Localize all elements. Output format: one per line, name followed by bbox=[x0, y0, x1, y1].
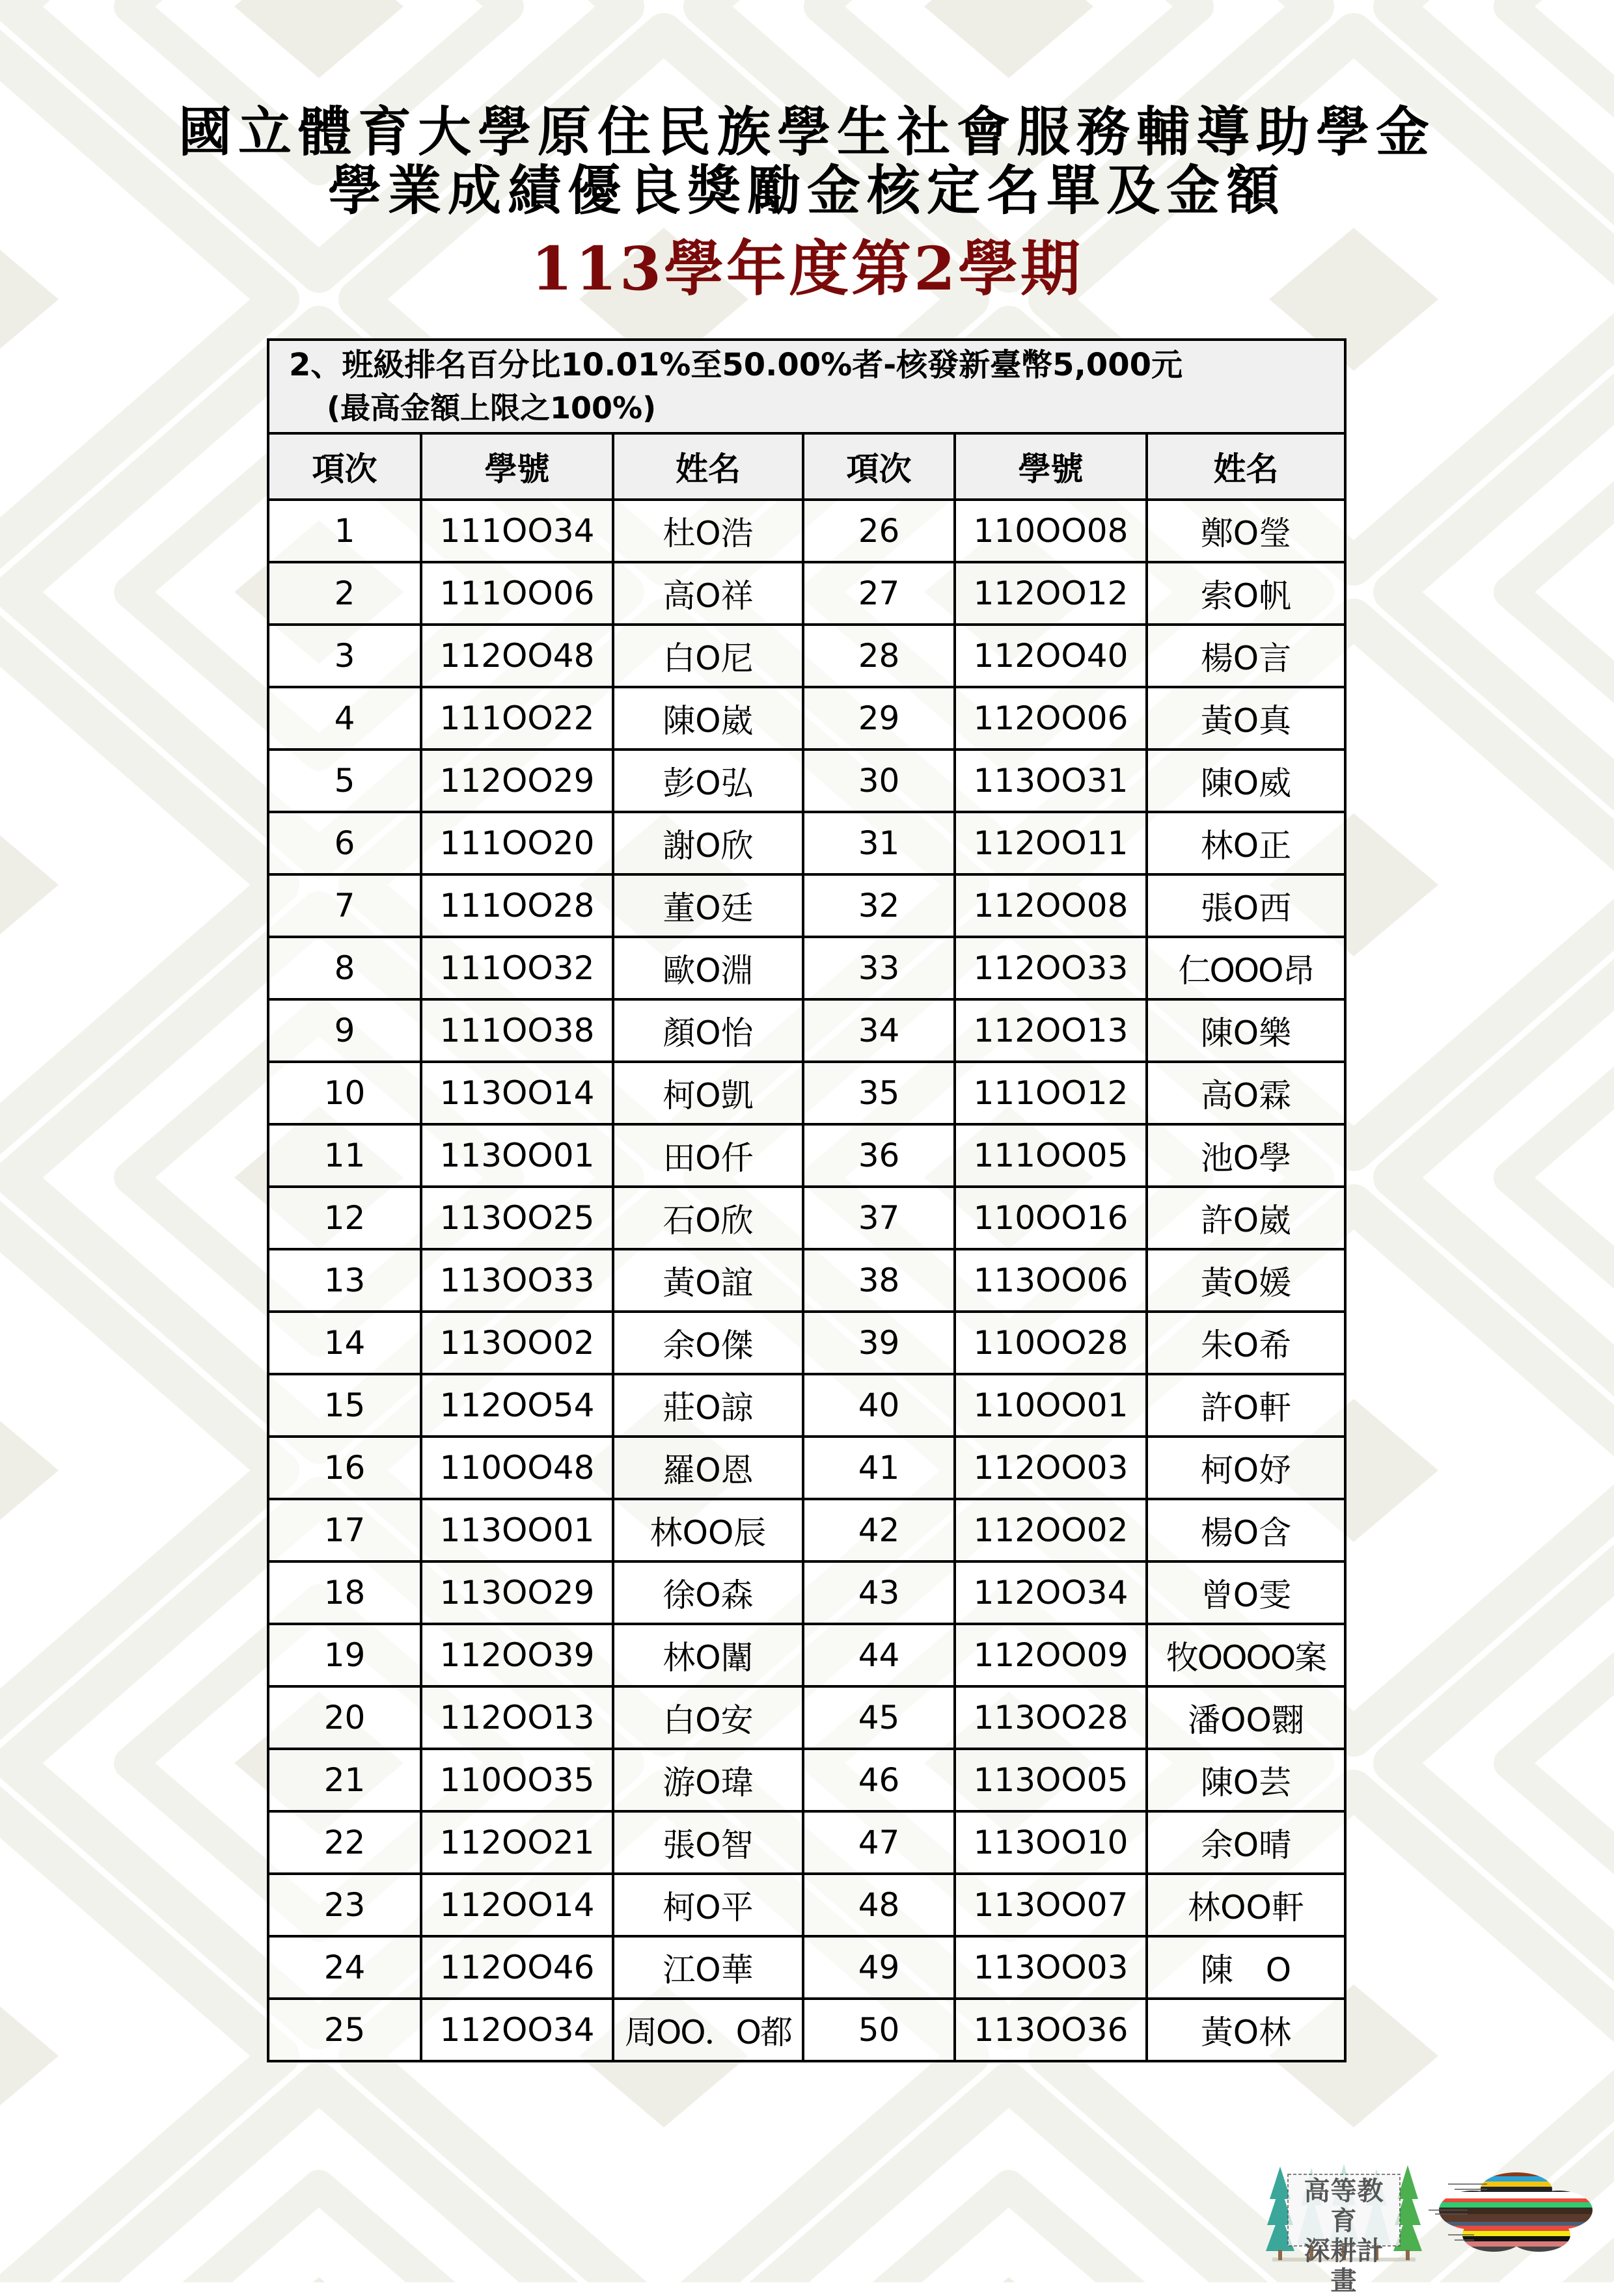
student-id-cell: 113OO02 bbox=[421, 1312, 613, 1374]
student-name-cell: 彭O弘 bbox=[613, 750, 803, 812]
item-number-cell: 41 bbox=[803, 1437, 955, 1499]
table-row bbox=[268, 500, 1345, 562]
student-name-cell: 鄭O瑩 bbox=[1147, 500, 1345, 562]
table-row bbox=[268, 750, 1345, 812]
student-id-cell: 111OO38 bbox=[421, 999, 613, 1062]
item-number-cell: 36 bbox=[803, 1124, 955, 1187]
item-number-cell: 34 bbox=[803, 999, 955, 1062]
item-number-cell: 20 bbox=[268, 1686, 421, 1749]
table-caption bbox=[268, 340, 1345, 433]
item-number-cell: 11 bbox=[268, 1124, 421, 1187]
student-id-cell: 113OO31 bbox=[955, 750, 1147, 812]
student-id-cell: 113OO03 bbox=[955, 1936, 1147, 1999]
item-number-cell: 5 bbox=[268, 750, 421, 812]
column-header-student-id: 學號 bbox=[421, 433, 613, 500]
student-id-cell: 111OO20 bbox=[421, 812, 613, 874]
item-number-cell: 9 bbox=[268, 999, 421, 1062]
student-name-cell: 陳O崴 bbox=[613, 687, 803, 750]
item-number-cell: 28 bbox=[803, 625, 955, 687]
item-number-cell: 12 bbox=[268, 1187, 421, 1249]
student-id-cell: 113OO14 bbox=[421, 1062, 613, 1124]
table-row bbox=[268, 1499, 1345, 1561]
item-number-cell: 18 bbox=[268, 1561, 421, 1624]
indigenous-pattern-logo bbox=[1429, 2170, 1604, 2254]
item-number-cell: 42 bbox=[803, 1499, 955, 1561]
table-row bbox=[268, 1437, 1345, 1499]
table-row bbox=[268, 1124, 1345, 1187]
student-id-cell: 113OO01 bbox=[421, 1124, 613, 1187]
table-row bbox=[268, 1062, 1345, 1124]
student-name-cell: 羅O恩 bbox=[613, 1437, 803, 1499]
student-id-cell: 113OO33 bbox=[421, 1249, 613, 1312]
item-number-cell: 14 bbox=[268, 1312, 421, 1374]
item-number-cell: 40 bbox=[803, 1374, 955, 1437]
item-number-cell: 31 bbox=[803, 812, 955, 874]
item-number-cell: 16 bbox=[268, 1437, 421, 1499]
student-name-cell: 莊O諒 bbox=[613, 1374, 803, 1437]
item-number-cell: 44 bbox=[803, 1624, 955, 1686]
student-name-cell: 黃O林 bbox=[1147, 1999, 1345, 2061]
student-id-cell: 112OO33 bbox=[955, 937, 1147, 999]
column-header-name: 姓名 bbox=[613, 433, 803, 500]
item-number-cell: 47 bbox=[803, 1811, 955, 1874]
student-name-cell: 江O華 bbox=[613, 1936, 803, 1999]
item-number-cell: 45 bbox=[803, 1686, 955, 1749]
student-id-cell: 113OO05 bbox=[955, 1749, 1147, 1811]
table-row bbox=[268, 1999, 1345, 2061]
student-id-cell: 113OO28 bbox=[955, 1686, 1147, 1749]
student-name-cell: 石O欣 bbox=[613, 1187, 803, 1249]
student-id-cell: 113OO10 bbox=[955, 1811, 1147, 1874]
student-id-cell: 112OO09 bbox=[955, 1624, 1147, 1686]
student-name-cell: 牧OOOO案 bbox=[1147, 1624, 1345, 1686]
student-id-cell: 110OO08 bbox=[955, 500, 1147, 562]
student-name-cell: 黃O真 bbox=[1147, 687, 1345, 750]
document-title-line2: 學業成績優良獎勵金核定名單及金額 bbox=[327, 159, 1286, 222]
student-id-cell: 113OO01 bbox=[421, 1499, 613, 1561]
student-id-cell: 112OO11 bbox=[955, 812, 1147, 874]
item-number-cell: 4 bbox=[268, 687, 421, 750]
student-name-cell: 周OO．O都 bbox=[613, 1999, 803, 2061]
table-caption-row bbox=[268, 340, 1345, 433]
table-row bbox=[268, 874, 1345, 937]
student-name-cell: 陳O威 bbox=[1147, 750, 1345, 812]
item-number-cell: 27 bbox=[803, 562, 955, 625]
table-row bbox=[268, 1187, 1345, 1249]
table-row bbox=[268, 687, 1345, 750]
item-number-cell: 49 bbox=[803, 1936, 955, 1999]
student-name-cell: 楊O含 bbox=[1147, 1499, 1345, 1561]
student-name-cell: 朱O希 bbox=[1147, 1312, 1345, 1374]
student-name-cell: 杜O浩 bbox=[613, 500, 803, 562]
student-id-cell: 112OO21 bbox=[421, 1811, 613, 1874]
table-row bbox=[268, 1561, 1345, 1624]
student-id-cell: 112OO46 bbox=[421, 1936, 613, 1999]
student-name-cell: 索O帆 bbox=[1147, 562, 1345, 625]
student-name-cell: 田O仟 bbox=[613, 1124, 803, 1187]
item-number-cell: 38 bbox=[803, 1249, 955, 1312]
table-row bbox=[268, 1374, 1345, 1437]
table-row bbox=[268, 1874, 1345, 1936]
student-id-cell: 112OO34 bbox=[421, 1999, 613, 2061]
table-row bbox=[268, 1249, 1345, 1312]
sprout-logo-line2: 深耕計畫 bbox=[1304, 2236, 1384, 2296]
item-number-cell: 32 bbox=[803, 874, 955, 937]
student-name-cell: 高O霖 bbox=[1147, 1062, 1345, 1124]
student-id-cell: 112OO06 bbox=[955, 687, 1147, 750]
student-name-cell: 陳O芸 bbox=[1147, 1749, 1345, 1811]
award-criteria-text: 2、班級排名百分比10.01%至50.00%者-核發新臺幣5,000元 bbox=[289, 347, 1183, 383]
student-id-cell: 112OO39 bbox=[421, 1624, 613, 1686]
student-name-cell: 張O西 bbox=[1147, 874, 1345, 937]
student-name-cell: 余O晴 bbox=[1147, 1811, 1345, 1874]
student-name-cell: 許O軒 bbox=[1147, 1374, 1345, 1437]
item-number-cell: 46 bbox=[803, 1749, 955, 1811]
item-number-cell: 29 bbox=[803, 687, 955, 750]
student-id-cell: 111OO05 bbox=[955, 1124, 1147, 1187]
column-header-name-2: 姓名 bbox=[1147, 433, 1345, 500]
student-id-cell: 112OO13 bbox=[421, 1686, 613, 1749]
item-number-cell: 35 bbox=[803, 1062, 955, 1124]
student-id-cell: 111OO34 bbox=[421, 500, 613, 562]
student-name-cell: 楊O言 bbox=[1147, 625, 1345, 687]
award-table-container bbox=[267, 338, 1344, 2062]
student-name-cell: 陳 O bbox=[1147, 1936, 1345, 1999]
student-name-cell: 董O廷 bbox=[613, 874, 803, 937]
student-id-cell: 113OO29 bbox=[421, 1561, 613, 1624]
item-number-cell: 8 bbox=[268, 937, 421, 999]
column-header-item-no-2: 項次 bbox=[803, 433, 955, 500]
award-cap-note: (最高金額上限之100%) bbox=[327, 390, 657, 425]
student-id-cell: 111OO28 bbox=[421, 874, 613, 937]
student-id-cell: 110OO16 bbox=[955, 1187, 1147, 1249]
student-name-cell: 顏O怡 bbox=[613, 999, 803, 1062]
student-id-cell: 112OO02 bbox=[955, 1499, 1147, 1561]
item-number-cell: 33 bbox=[803, 937, 955, 999]
item-number-cell: 37 bbox=[803, 1187, 955, 1249]
student-name-cell: 池O學 bbox=[1147, 1124, 1345, 1187]
student-name-cell: 白O安 bbox=[613, 1686, 803, 1749]
student-id-cell: 113OO36 bbox=[955, 1999, 1147, 2061]
student-id-cell: 111OO32 bbox=[421, 937, 613, 999]
table-row bbox=[268, 1811, 1345, 1874]
student-id-cell: 112OO13 bbox=[955, 999, 1147, 1062]
woven-pattern-cloud-icon bbox=[1429, 2170, 1604, 2254]
item-number-cell: 6 bbox=[268, 812, 421, 874]
item-number-cell: 21 bbox=[268, 1749, 421, 1811]
column-header-item-no: 項次 bbox=[268, 433, 421, 500]
student-name-cell: 徐O森 bbox=[613, 1561, 803, 1624]
item-number-cell: 50 bbox=[803, 1999, 955, 2061]
student-name-cell: 柯O凱 bbox=[613, 1062, 803, 1124]
item-number-cell: 23 bbox=[268, 1874, 421, 1936]
student-id-cell: 111OO12 bbox=[955, 1062, 1147, 1124]
student-name-cell: 黃O媛 bbox=[1147, 1249, 1345, 1312]
student-name-cell: 謝O欣 bbox=[613, 812, 803, 874]
item-number-cell: 48 bbox=[803, 1874, 955, 1936]
student-id-cell: 112OO34 bbox=[955, 1561, 1147, 1624]
student-id-cell: 111OO06 bbox=[421, 562, 613, 625]
table-row bbox=[268, 1749, 1345, 1811]
item-number-cell: 26 bbox=[803, 500, 955, 562]
student-id-cell: 112OO54 bbox=[421, 1374, 613, 1437]
item-number-cell: 25 bbox=[268, 1999, 421, 2061]
item-number-cell: 1 bbox=[268, 500, 421, 562]
student-name-cell: 高O祥 bbox=[613, 562, 803, 625]
table-row bbox=[268, 625, 1345, 687]
student-name-cell: 黃O誼 bbox=[613, 1249, 803, 1312]
table-row bbox=[268, 562, 1345, 625]
student-id-cell: 112OO48 bbox=[421, 625, 613, 687]
student-name-cell: 林OO軒 bbox=[1147, 1874, 1345, 1936]
academic-term-heading: 113學年度第2學期 bbox=[530, 234, 1084, 304]
award-recipients-table bbox=[267, 338, 1347, 2062]
sprout-logo-line1: 高等教育 bbox=[1304, 2176, 1384, 2236]
student-name-cell: 柯O平 bbox=[613, 1874, 803, 1936]
student-id-cell: 111OO22 bbox=[421, 687, 613, 750]
student-name-cell: 林O闈 bbox=[613, 1624, 803, 1686]
table-header-row bbox=[268, 433, 1345, 500]
student-name-cell: 游O瑋 bbox=[613, 1749, 803, 1811]
student-id-cell: 113OO25 bbox=[421, 1187, 613, 1249]
item-number-cell: 3 bbox=[268, 625, 421, 687]
student-id-cell: 112OO14 bbox=[421, 1874, 613, 1936]
student-id-cell: 112OO03 bbox=[955, 1437, 1147, 1499]
item-number-cell: 19 bbox=[268, 1624, 421, 1686]
item-number-cell: 24 bbox=[268, 1936, 421, 1999]
item-number-cell: 39 bbox=[803, 1312, 955, 1374]
student-id-cell: 112OO12 bbox=[955, 562, 1147, 625]
item-number-cell: 2 bbox=[268, 562, 421, 625]
table-row bbox=[268, 1312, 1345, 1374]
table-row bbox=[268, 999, 1345, 1062]
table-row bbox=[268, 937, 1345, 999]
student-name-cell: 潘OO翾 bbox=[1147, 1686, 1345, 1749]
student-name-cell: 林O正 bbox=[1147, 812, 1345, 874]
student-id-cell: 110OO48 bbox=[421, 1437, 613, 1499]
student-name-cell: 歐O淵 bbox=[613, 937, 803, 999]
table-body bbox=[268, 500, 1345, 2061]
higher-education-sprout-logo bbox=[1266, 2160, 1422, 2296]
student-name-cell: 張O智 bbox=[613, 1811, 803, 1874]
sprout-logo-text bbox=[1292, 2176, 1396, 2296]
student-id-cell: 113OO06 bbox=[955, 1249, 1147, 1312]
item-number-cell: 15 bbox=[268, 1374, 421, 1437]
student-name-cell: 陳O樂 bbox=[1147, 999, 1345, 1062]
item-number-cell: 13 bbox=[268, 1249, 421, 1312]
table-row bbox=[268, 1624, 1345, 1686]
student-name-cell: 白O尼 bbox=[613, 625, 803, 687]
table-row bbox=[268, 1686, 1345, 1749]
student-id-cell: 110OO01 bbox=[955, 1374, 1147, 1437]
item-number-cell: 10 bbox=[268, 1062, 421, 1124]
column-header-student-id-2: 學號 bbox=[955, 433, 1147, 500]
student-id-cell: 110OO28 bbox=[955, 1312, 1147, 1374]
student-name-cell: 余O傑 bbox=[613, 1312, 803, 1374]
student-id-cell: 112OO40 bbox=[955, 625, 1147, 687]
student-name-cell: 仁OOO昂 bbox=[1147, 937, 1345, 999]
item-number-cell: 7 bbox=[268, 874, 421, 937]
document-title-line1: 國立體育大學原住民族學生社會服務輔導助學金 bbox=[178, 101, 1436, 163]
item-number-cell: 22 bbox=[268, 1811, 421, 1874]
student-id-cell: 112OO08 bbox=[955, 874, 1147, 937]
student-name-cell: 柯O妤 bbox=[1147, 1437, 1345, 1499]
student-id-cell: 110OO35 bbox=[421, 1749, 613, 1811]
student-name-cell: 曾O雯 bbox=[1147, 1561, 1345, 1624]
item-number-cell: 30 bbox=[803, 750, 955, 812]
item-number-cell: 17 bbox=[268, 1499, 421, 1561]
student-name-cell: 林OO辰 bbox=[613, 1499, 803, 1561]
student-name-cell: 許O崴 bbox=[1147, 1187, 1345, 1249]
student-id-cell: 112OO29 bbox=[421, 750, 613, 812]
table-row bbox=[268, 812, 1345, 874]
student-id-cell: 113OO07 bbox=[955, 1874, 1147, 1936]
table-row bbox=[268, 1936, 1345, 1999]
item-number-cell: 43 bbox=[803, 1561, 955, 1624]
